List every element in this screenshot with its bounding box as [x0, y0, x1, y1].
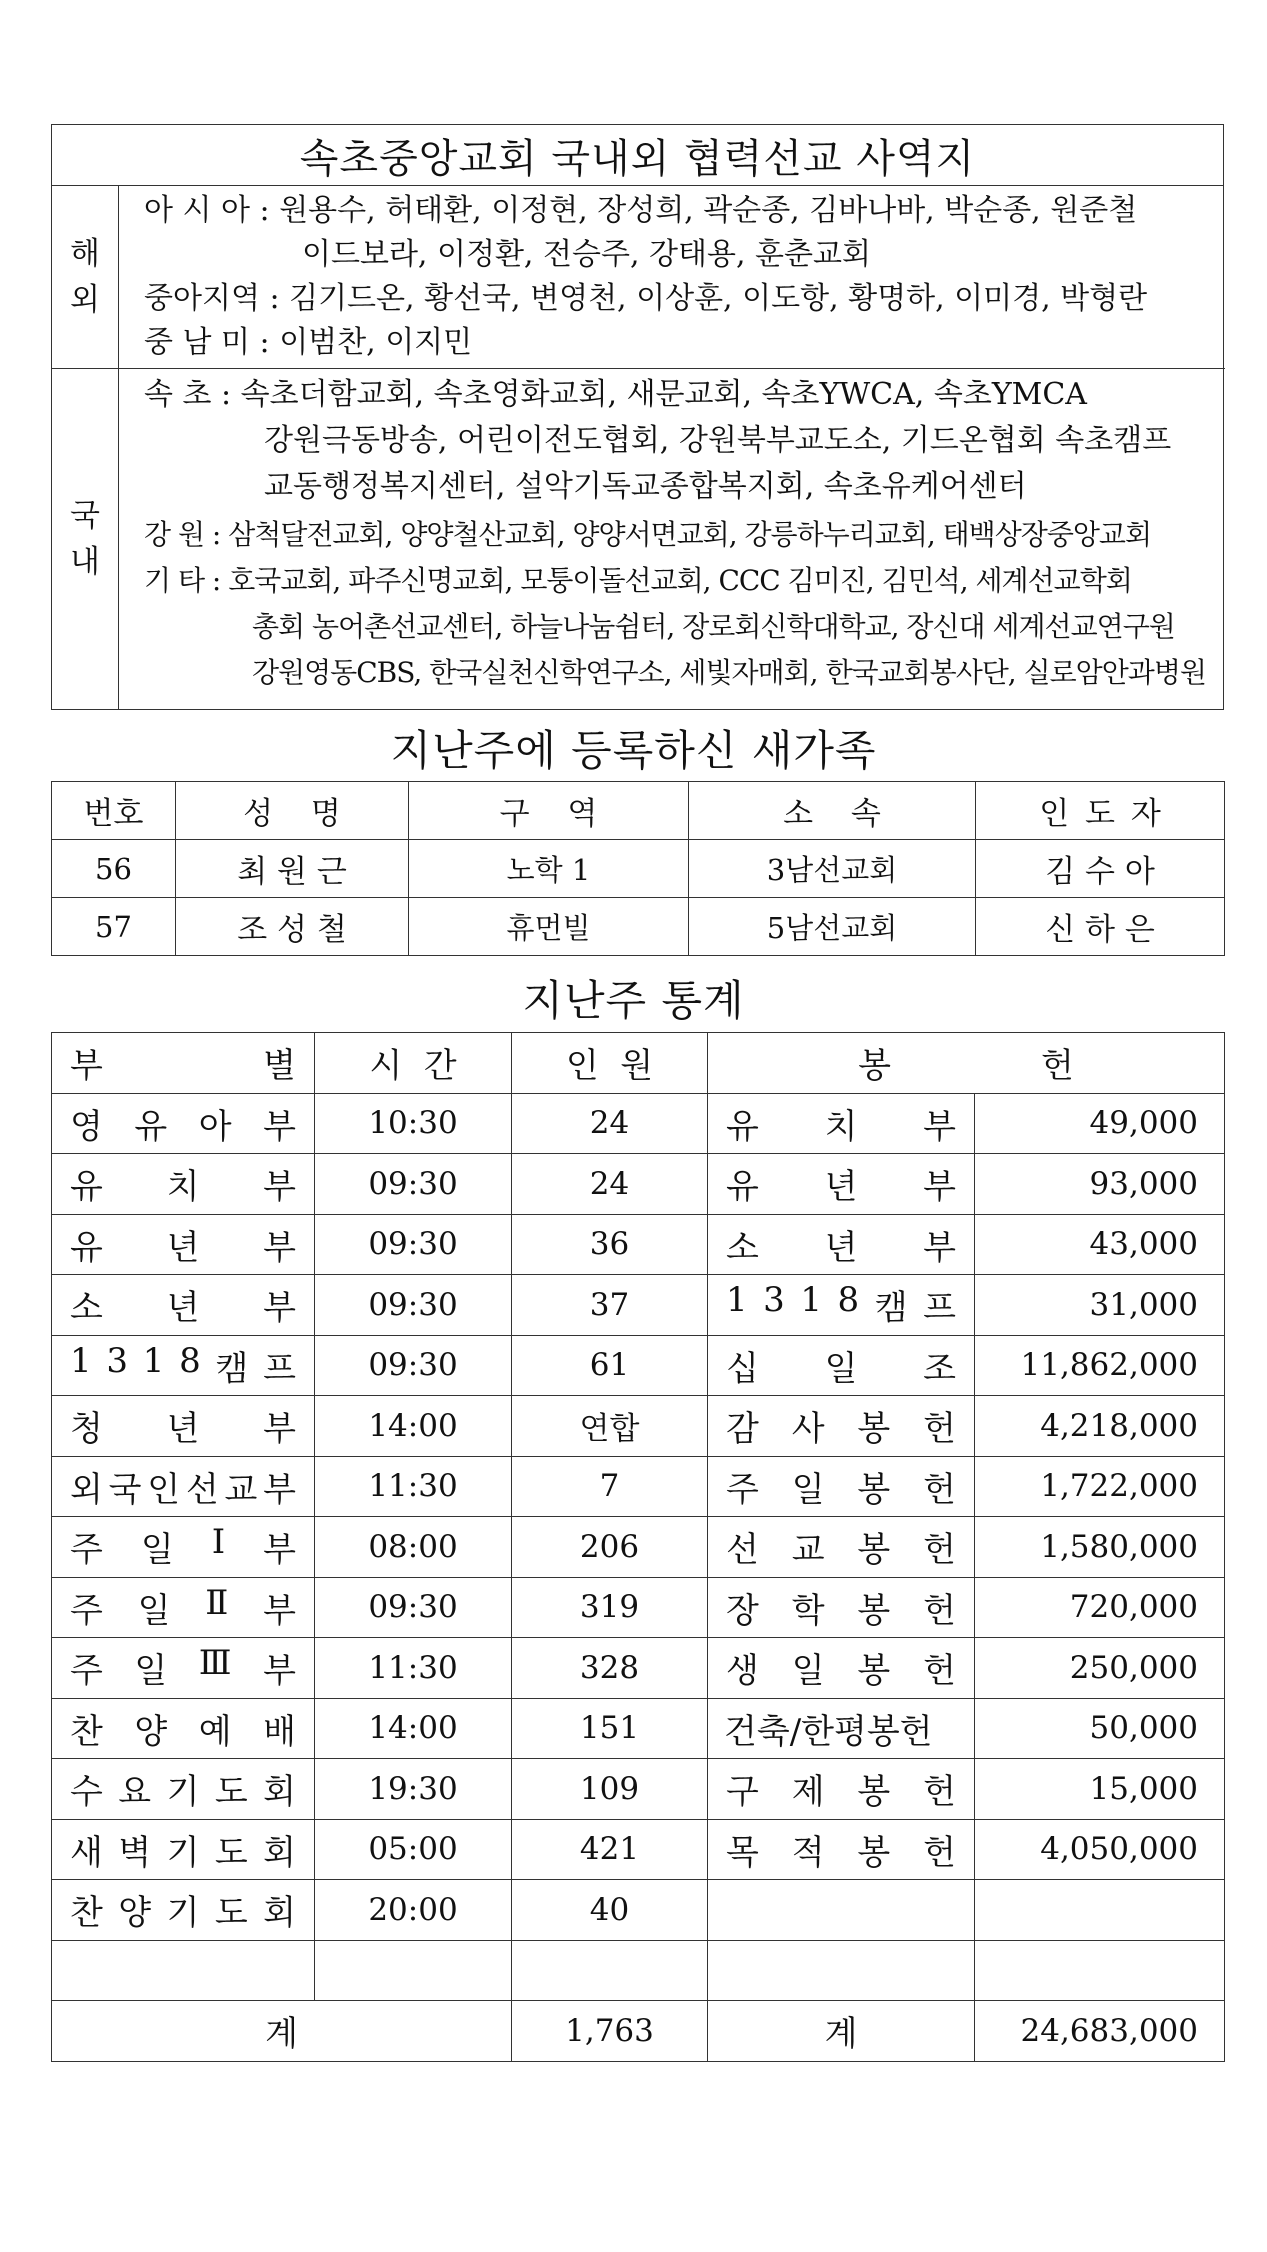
domestic-line: 강 원 : 삼척달전교회, 양양철산교회, 양양서면교회, 강릉하누리교회, 태백상장중앙교회 — [144, 518, 1152, 551]
offering-amount-cell: 720,000 — [975, 1577, 1225, 1638]
header-cell: 인 도 자 — [976, 782, 1225, 840]
stats-table — [51, 1032, 1225, 2062]
header-count: 인 원 — [512, 1033, 708, 1094]
table-row — [52, 1396, 1225, 1457]
table-row — [52, 1880, 1225, 1941]
domestic-line: 강원극동방송, 어린이전도협회, 강원북부교도소, 기드온협회 속초캠프 — [264, 423, 1172, 458]
offering-amount-cell: 43,000 — [975, 1214, 1225, 1275]
table-row — [52, 1456, 1225, 1517]
count-cell: 37 — [512, 1275, 708, 1336]
count-cell — [512, 1940, 708, 2001]
count-cell: 40 — [512, 1880, 708, 1941]
count-cell: 연합 — [512, 1396, 708, 1457]
table-row — [52, 1638, 1225, 1699]
overseas-line: 아 시 아 : 원용수, 허태환, 이정현, 장성희, 곽순종, 김바나바, 박순종, 원준철 — [144, 193, 1138, 228]
table-row — [52, 1154, 1225, 1215]
offering-amount-cell: 50,000 — [975, 1698, 1225, 1759]
mission-sites-title: 속초중앙교회 국내외 협력선교 사역지 — [52, 125, 1223, 186]
time-cell: 10:30 — [315, 1093, 512, 1154]
table-header-row — [52, 782, 1225, 840]
time-cell: 09:30 — [315, 1275, 512, 1336]
table-row — [52, 1093, 1225, 1154]
total-offering-label: 계 — [708, 2001, 975, 2062]
offering-name-cell: 선 교 봉 헌 — [708, 1517, 975, 1578]
header-offering: 봉 헌 — [708, 1033, 1225, 1094]
dept-cell: 주 일 Ⅰ 부 — [52, 1517, 315, 1578]
offering-name-cell: 장 학 봉 헌 — [708, 1577, 975, 1638]
table-row — [52, 1275, 1225, 1336]
domestic-section — [52, 369, 1225, 709]
offering-amount-cell: 4,218,000 — [975, 1396, 1225, 1457]
time-cell: 14:00 — [315, 1396, 512, 1457]
offering-name-cell: 구 제 봉 헌 — [708, 1759, 975, 1820]
offering-name-cell — [708, 1940, 975, 2001]
offering-amount-cell: 93,000 — [975, 1154, 1225, 1215]
newcomers-table — [51, 781, 1225, 956]
offering-amount-cell: 11,862,000 — [975, 1335, 1225, 1396]
count-cell: 24 — [512, 1093, 708, 1154]
time-cell: 19:30 — [315, 1759, 512, 1820]
dept-cell: 찬 양 기 도 회 — [52, 1880, 315, 1941]
stats-title: 지난주 통계 — [522, 976, 745, 1025]
count-cell: 7 — [512, 1456, 708, 1517]
offering-amount-cell: 1,722,000 — [975, 1456, 1225, 1517]
table-row — [52, 1335, 1225, 1396]
header-cell: 번호 — [52, 782, 176, 840]
table-row: 56 최 원 근 노학 1 3남선교회 김 수 아 — [52, 840, 1225, 898]
dept-cell: 새 벽 기 도 회 — [52, 1819, 315, 1880]
count-cell: 109 — [512, 1759, 708, 1820]
mission-sites-box — [51, 124, 1224, 710]
time-cell: 05:00 — [315, 1819, 512, 1880]
dept-cell: 주 일 Ⅱ 부 — [52, 1577, 315, 1638]
table-row — [52, 1698, 1225, 1759]
domestic-label: 국 내 — [52, 369, 119, 709]
domestic-line: 속 초 : 속초더함교회, 속초영화교회, 새문교회, 속초YWCA, 속초YMCA — [144, 377, 1087, 412]
count-cell: 421 — [512, 1819, 708, 1880]
dept-cell: 유 년 부 — [52, 1214, 315, 1275]
overseas-line: 이드보라, 이정환, 전승주, 강태용, 훈춘교회 — [302, 237, 871, 272]
count-cell: 319 — [512, 1577, 708, 1638]
dept-cell: 1 3 1 8 캠 프 — [52, 1335, 315, 1396]
offering-name-cell: 생 일 봉 헌 — [708, 1638, 975, 1699]
time-cell: 09:30 — [315, 1214, 512, 1275]
table-header-row — [52, 1033, 1225, 1094]
count-cell: 24 — [512, 1154, 708, 1215]
offering-name-cell: 유 치 부 — [708, 1093, 975, 1154]
header-cell: 구 역 — [409, 782, 689, 840]
offering-name-cell: 1 3 1 8 캠 프 — [708, 1275, 975, 1336]
dept-cell: 찬 양 예 배 — [52, 1698, 315, 1759]
time-cell: 09:30 — [315, 1335, 512, 1396]
time-cell: 14:00 — [315, 1698, 512, 1759]
time-cell: 20:00 — [315, 1880, 512, 1941]
offering-amount-cell: 4,050,000 — [975, 1819, 1225, 1880]
total-offering-amount: 24,683,000 — [975, 2001, 1225, 2062]
offering-name-cell — [708, 1880, 975, 1941]
time-cell — [315, 1940, 512, 2001]
dept-cell: 청 년 부 — [52, 1396, 315, 1457]
offering-name-cell: 십 일 조 — [708, 1335, 975, 1396]
domestic-line: 교동행정복지센터, 설악기독교종합복지회, 속초유케어센터 — [264, 469, 1027, 504]
table-row: 57 조 성 철 휴먼빌 5남선교회 신 하 은 — [52, 898, 1225, 956]
count-cell: 206 — [512, 1517, 708, 1578]
domestic-line: 총회 농어촌선교센터, 하늘나눔쉼터, 장로회신학대학교, 장신대 세계선교연구원 — [252, 610, 1175, 643]
offering-name-cell: 건축/한평봉헌 — [708, 1698, 975, 1759]
newcomers-title: 지난주에 등록하신 새가족 — [390, 726, 877, 775]
count-cell: 36 — [512, 1214, 708, 1275]
total-row — [52, 2001, 1225, 2062]
overseas-label: 해 외 — [52, 186, 119, 368]
header-cell: 소 속 — [689, 782, 976, 840]
table-row — [52, 1577, 1225, 1638]
offering-name-cell: 감 사 봉 헌 — [708, 1396, 975, 1457]
overseas-line: 중아지역 : 김기드온, 황선국, 변영천, 이상훈, 이도항, 황명하, 이미경, 박형란 — [144, 281, 1148, 316]
offering-name-cell: 유 년 부 — [708, 1154, 975, 1215]
dept-cell: 소 년 부 — [52, 1275, 315, 1336]
time-cell: 11:30 — [315, 1638, 512, 1699]
offering-amount-cell — [975, 1880, 1225, 1941]
header-time: 시 간 — [315, 1033, 512, 1094]
total-count: 1,763 — [512, 2001, 708, 2062]
dept-cell: 유 치 부 — [52, 1154, 315, 1215]
dept-cell: 주 일 Ⅲ 부 — [52, 1638, 315, 1699]
offering-amount-cell: 49,000 — [975, 1093, 1225, 1154]
table-row — [52, 1940, 1225, 2001]
offering-amount-cell: 15,000 — [975, 1759, 1225, 1820]
offering-name-cell: 목 적 봉 헌 — [708, 1819, 975, 1880]
overseas-line: 중 남 미 : 이범찬, 이지민 — [144, 325, 473, 360]
offering-name-cell: 소 년 부 — [708, 1214, 975, 1275]
offering-amount-cell: 250,000 — [975, 1638, 1225, 1699]
time-cell: 09:30 — [315, 1577, 512, 1638]
domestic-line: 강원영동CBS, 한국실천신학연구소, 세빛자매회, 한국교회봉사단, 실로암안과병원 — [252, 656, 1206, 689]
header-cell: 성 명 — [176, 782, 409, 840]
count-cell: 328 — [512, 1638, 708, 1699]
time-cell: 11:30 — [315, 1456, 512, 1517]
dept-cell: 수 요 기 도 회 — [52, 1759, 315, 1820]
header-dept: 부 별 — [52, 1033, 315, 1094]
offering-amount-cell: 31,000 — [975, 1275, 1225, 1336]
total-label: 계 — [52, 2001, 512, 2062]
dept-cell — [52, 1940, 315, 2001]
time-cell: 08:00 — [315, 1517, 512, 1578]
domestic-line: 기 타 : 호국교회, 파주신명교회, 모퉁이돌선교회, CCC 김미진, 김민석, 세계선교학회 — [144, 564, 1132, 597]
count-cell: 151 — [512, 1698, 708, 1759]
time-cell: 09:30 — [315, 1154, 512, 1215]
table-row — [52, 1759, 1225, 1820]
table-row — [52, 1517, 1225, 1578]
offering-amount-cell: 1,580,000 — [975, 1517, 1225, 1578]
table-row — [52, 1819, 1225, 1880]
dept-cell: 영 유 아 부 — [52, 1093, 315, 1154]
dept-cell: 외 국 인 선 교 부 — [52, 1456, 315, 1517]
offering-amount-cell — [975, 1940, 1225, 2001]
count-cell: 61 — [512, 1335, 708, 1396]
offering-name-cell: 주 일 봉 헌 — [708, 1456, 975, 1517]
overseas-section — [52, 186, 1225, 369]
table-row — [52, 1214, 1225, 1275]
